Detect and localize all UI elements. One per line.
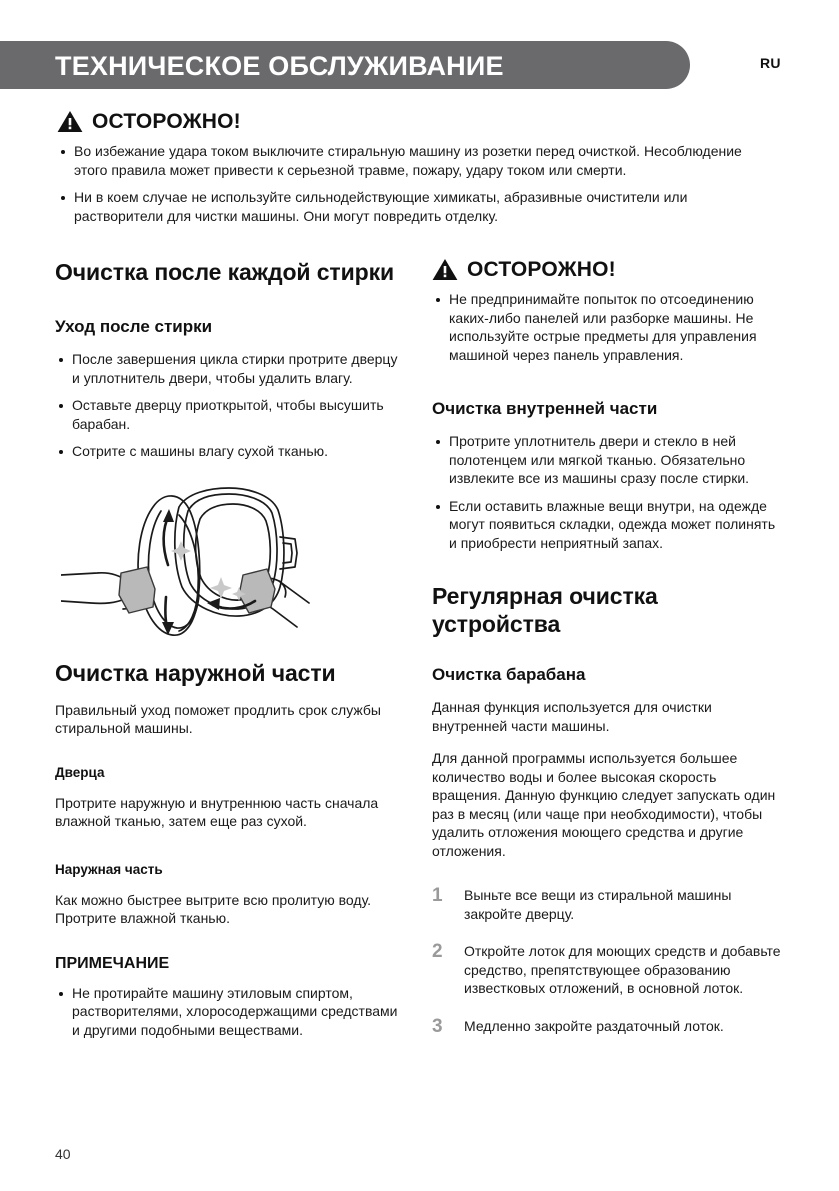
section-title-exterior-cleaning: Очистка наружной части xyxy=(55,659,336,686)
warning-heading-right xyxy=(432,258,784,281)
note-list xyxy=(55,984,407,1040)
right-column xyxy=(432,258,784,1036)
list-item: Не предпринимайте попыток по отсоединению каких-либо панелей или разборке машины. Не используйте острые предметы для управления машиной через панель управления. xyxy=(432,290,784,364)
list-item: После завершения цикла стирки протрите дверцу и уплотнитель двери, чтобы удалить влагу. xyxy=(55,350,407,387)
subsection-drum-cleaning: Очистка барабана xyxy=(432,665,586,684)
page-number: 40 xyxy=(55,1146,71,1162)
warning-triangle-icon xyxy=(57,110,83,133)
care-after-wash-list xyxy=(55,350,407,461)
step-text: Выньте все вещи из стиральной машины закройте дверцу. xyxy=(464,887,732,922)
step-number: 3 xyxy=(432,1015,443,1037)
subsection-care-after-wash: Уход после стирки xyxy=(55,317,213,336)
step-text: Медленно закройте раздаточный лоток. xyxy=(464,1017,724,1034)
left-column xyxy=(55,258,407,1039)
top-warning-block xyxy=(57,110,747,225)
drum-cleaning-steps xyxy=(432,886,784,1036)
list-item: Если оставить влажные вещи внутри, на одежде могут появиться складки, одежда может полинять и приобрести неприятный запах. xyxy=(432,497,784,553)
subsection-door: Дверца xyxy=(55,764,105,780)
door-cleaning-illustration xyxy=(61,477,311,637)
list-item: Не протирайте машину этиловым спиртом, растворителями, хлоросодержащими средствами и другими подобными веществами. xyxy=(55,984,407,1040)
list-item: Ни в коем случае не используйте сильнодействующие химикаты, абразивные очистители или растворители для чистки машины. Они могут повредить отделку. xyxy=(57,188,747,225)
list-item xyxy=(432,886,784,923)
interior-cleaning-list xyxy=(432,432,784,552)
warning-label: ОСТОРОЖНО! xyxy=(92,109,241,133)
top-warning-list xyxy=(57,142,747,225)
page-title: ТЕХНИЧЕСКОЕ ОБСЛУЖИВАНИЕ xyxy=(55,51,504,81)
list-item: Протрите уплотнитель двери и стекло в ней полотенцем или мягкой тканью. Обязательно извлеките все из машины сразу после стирки. xyxy=(432,432,784,488)
step-text: Откройте лоток для моющих средств и добавьте средство, препятствующее образованию известковых отложений, в основной лоток. xyxy=(464,943,781,996)
warning-heading xyxy=(57,110,747,133)
warning-label: ОСТОРОЖНО! xyxy=(467,257,616,281)
subsection-interior-cleaning: Очистка внутренней части xyxy=(432,399,658,418)
list-item: Сотрите с машины влагу сухой тканью. xyxy=(55,442,407,461)
drum-paragraph-2: Для данной программы используется большее количество воды и более высокая скорость вращения. Данную функцию следует запускать один раз в месяц (или чаще при необходимости), чтобы удалить отложения моющего средства и другие отложения. xyxy=(432,750,776,859)
right-warning-list xyxy=(432,290,784,364)
section-title-regular-cleaning: Регулярная очистка устройства xyxy=(432,583,658,637)
list-item xyxy=(432,942,784,998)
warning-triangle-icon xyxy=(432,258,458,281)
step-number: 1 xyxy=(432,885,443,906)
list-item: Во избежание удара током выключите стиральную машину из розетки перед очисткой. Несоблюдение этого правила может привести к серьезной травме, пожару, удару током или смерти. xyxy=(57,142,747,179)
outer-part-text: Как можно быстрее вытрите всю пролитую воду. Протрите влажной тканью. xyxy=(55,891,372,926)
section-title-after-wash: Очистка после каждой стирки xyxy=(55,259,395,285)
door-text: Протрите наружную и внутреннюю часть сначала влажной тканью, затем еще раз сухой. xyxy=(55,794,379,829)
subsection-outer-part: Наружная часть xyxy=(55,861,163,877)
drum-paragraph-1: Данная функция используется для очистки внутренней части машины. xyxy=(432,699,712,734)
step-number: 2 xyxy=(432,941,443,962)
list-item xyxy=(432,1017,784,1036)
language-code: RU xyxy=(760,55,781,71)
exterior-intro-text: Правильный уход поможет продлить срок службы стиральной машины. xyxy=(55,701,381,736)
list-item: Оставьте дверцу приоткрытой, чтобы высушить барабан. xyxy=(55,396,407,433)
note-heading: ПРИМЕЧАНИЕ xyxy=(55,954,170,972)
